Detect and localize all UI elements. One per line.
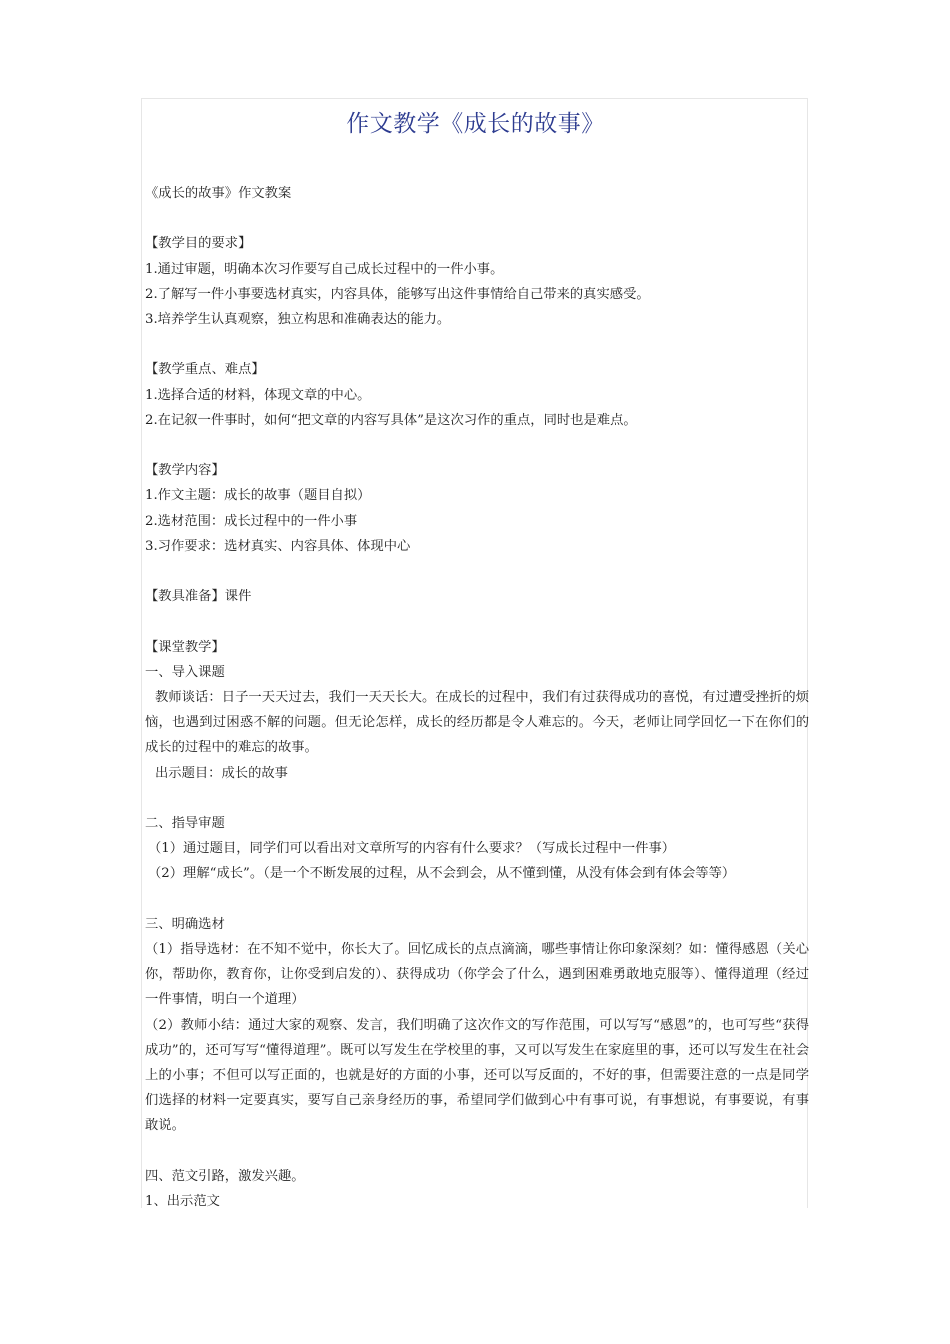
focus-item: 1.选择合适的材料，体现文章的中心。	[145, 387, 371, 403]
spacer	[145, 332, 809, 357]
part3-paragraph: （1）指导选材：在不知不觉中，你长大了。回忆成长的点点滴滴，哪些事情让你印象深刻？如：懂得感恩（关心你，帮助你，教育你，让你受到启发的）、获得成功（你学会了什么，遇到困难勇敢地克服等）、懂得道理（经过一件事情，明白一个道理）	[145, 941, 809, 1008]
content-item: 1.作文主题：成长的故事（题目自拟）	[145, 488, 371, 504]
content-heading: 【教学内容】	[145, 463, 225, 479]
part1-heading: 一、导入课题	[145, 664, 225, 680]
content-item: 2.选材范围：成长过程中的一件小事	[145, 513, 358, 529]
part4-heading: 四、范文引路，激发兴趣。	[145, 1168, 305, 1184]
document-body	[145, 181, 809, 1214]
spacer	[145, 1139, 809, 1164]
goals-heading: 【教学目的要求】	[145, 236, 252, 252]
document-title: 作文教学《成长的故事》	[346, 111, 605, 137]
spacer	[145, 559, 809, 584]
part2-item: （2）理解“成长”。（是一个不断发展的过程，从不会到会，从不懂到懂，从没有体会到有体会等等）	[148, 866, 736, 882]
part3-paragraph: （2）教师小结：通过大家的观察、发言，我们明确了这次作文的写作范围，可以写写“感恩”的，也可写些“获得成功”的，还可写写“懂得道理”。既可以写发生在学校里的事，又可以写发生在家庭里的事，还可以写发生在社会上的小事；不但可以写正面的，也就是好的方面的小事，还可以写反面的，不好的事，但需要注意的一点是同学们选择的材料一定要真实，要写自己亲身经历的事，希望同学们做到心中有事可说，有事想说，有事要说，有事敢说。	[145, 1017, 809, 1134]
focus-item: 2.在记叙一件事时，如何“把文章的内容写具体”是这次习作的重点，同时也是难点。	[145, 412, 637, 428]
spacer	[145, 206, 809, 231]
spacer	[145, 609, 809, 634]
goals-item: 2.了解写一件小事要选材真实，内容具体，能够写出这件事情给自己带来的真实感受。	[145, 286, 650, 302]
content-item: 3.习作要求：选材真实、内容具体、体现中心	[145, 538, 411, 554]
focus-heading: 【教学重点、难点】	[145, 362, 265, 378]
spacer	[145, 786, 809, 811]
part2-heading: 二、指导审题	[145, 815, 225, 831]
goals-item: 1.通过审题，明确本次习作要写自己成长过程中的一件小事。	[145, 261, 504, 277]
tools-line: 【教具准备】课件	[145, 589, 252, 605]
spacer	[145, 887, 809, 912]
part1-paragraph: 教师谈话：日子一天天过去，我们一天天长大。在成长的过程中，我们有过获得成功的喜悦，有过遭受挫折的烦恼，也遇到过困惑不解的问题。但无论怎样，成长的经历都是令人难忘的。今天，老师让同学回忆一下在你们的成长的过程中的难忘的故事。	[145, 689, 809, 756]
spacer	[145, 433, 809, 458]
document-subtitle: 《成长的故事》作文教案	[145, 186, 292, 201]
part1-topic: 出示题目：成长的故事	[155, 765, 288, 781]
document-page	[141, 98, 808, 1208]
part3-heading: 三、明确选材	[145, 916, 225, 932]
part4-item: 1、出示范文	[145, 1194, 220, 1209]
teaching-heading: 【课堂教学】	[145, 639, 225, 655]
part2-item: （1）通过题目，同学们可以看出对文章所写的内容有什么要求？（写成长过程中一件事）	[148, 841, 676, 857]
goals-item: 3.培养学生认真观察，独立构思和准确表达的能力。	[145, 312, 451, 327]
